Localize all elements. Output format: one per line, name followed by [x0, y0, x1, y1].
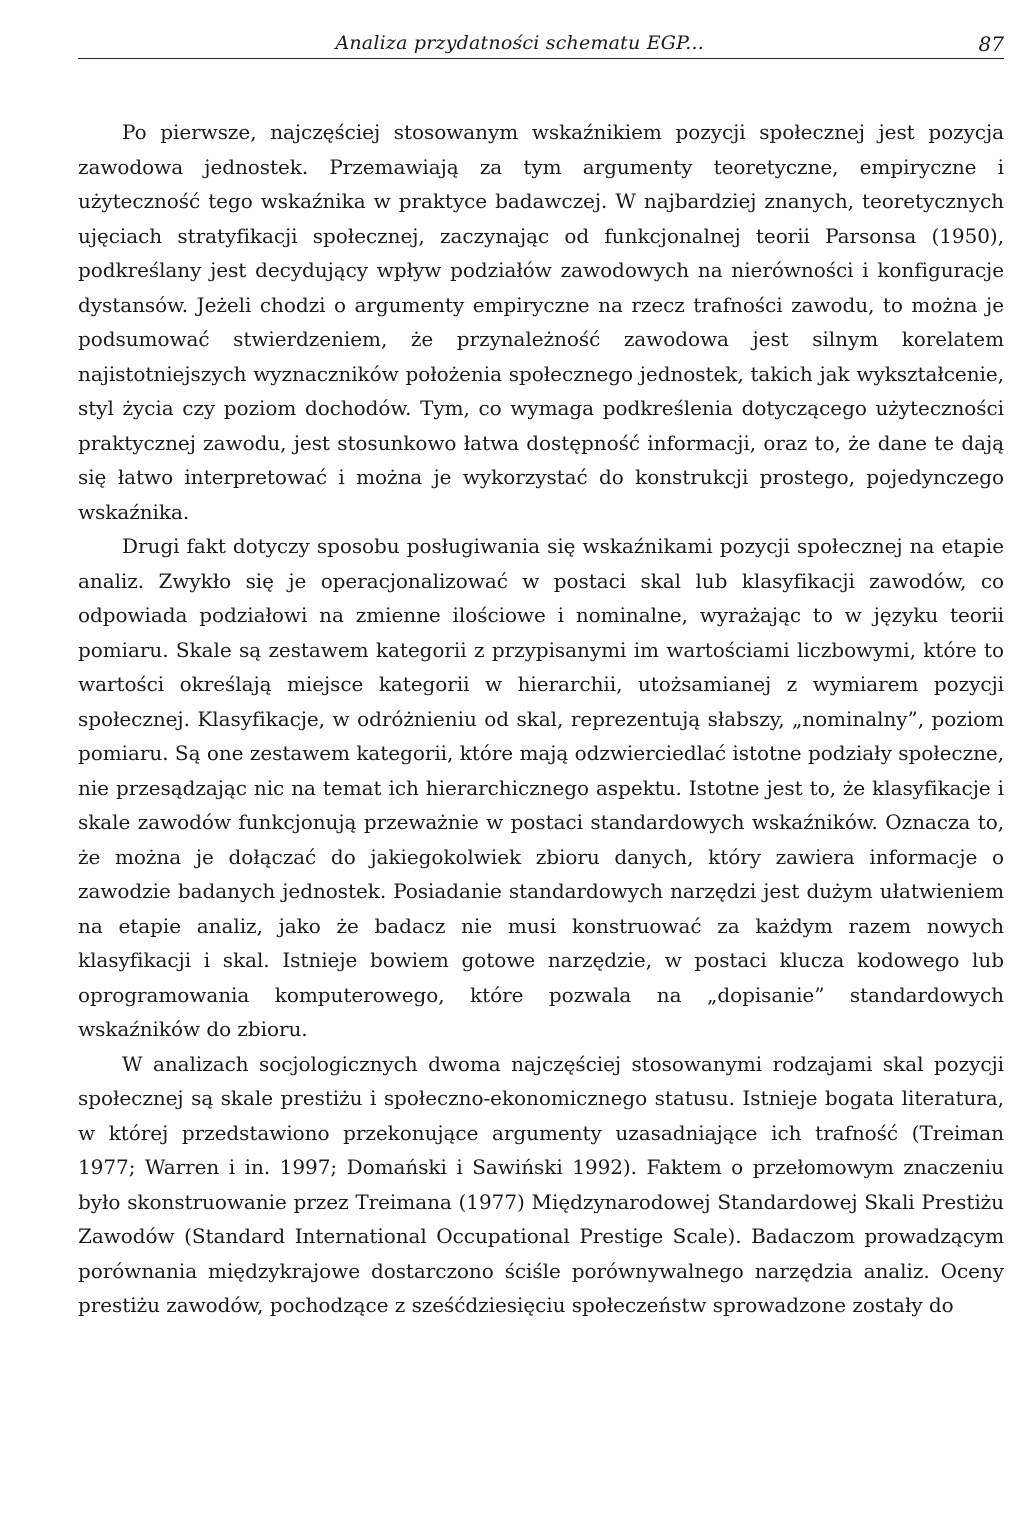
paragraph-2: Drugi fakt dotyczy sposobu posługiwania się wskaźnikami pozycji społecznej na etapie analiz. Zwykło się je operacjonalizować w postaci skal lub klasyfikacji zawodów, co odpowiada podziałowi na zmienne ilościowe i nominalne, wyrażając to w języku teorii pomiaru. Skale są zestawem kategorii z przypisanymi im wartościami liczbowymi, które to wartości określają miejsce kategorii w hierarchii, utożsamianej z wymiarem pozycji społecznej. Klasyfikacje, w odróżnieniu od skal, reprezentują słabszy, „nominalny”, poziom pomiaru. Są one zestawem kategorii, które mają odzwierciedlać istotne podziały społeczne, nie przesądzając nic na temat ich hierarchicznego aspektu. Istotne jest to, że klasyfikacje i skale zawodów funkcjonują przeważnie w postaci standardowych wskaźników. Oznacza to, że można je dołączać do jakiegokolwiek zbioru danych, który zawiera informacje o zawodzie badanych jednostek. Posiadanie standardowych narzędzi jest dużym ułatwieniem na etapie analiz, jako że badacz nie musi konstruować za każdym razem nowych klasyfikacji i skal. Istnieje bowiem gotowe narzędzie, w postaci klucza kodowego lub oprogramowania komputerowego, które pozwala na „dopisanie” standardowych wskaźników do zbioru. [78, 534, 1004, 1041]
book-page [78, 14, 1004, 1323]
page-number: 87 [978, 32, 1004, 56]
body-text [78, 115, 1004, 1323]
running-header [78, 14, 1004, 59]
running-header-title: Analiza przydatności schematu EGP... [335, 32, 704, 54]
paragraph-1: Po pierwsze, najczęściej stosowanym wskaźnikiem pozycji społecznej jest pozycja zawodowa jednostek. Przemawiają za tym argumenty teoretyczne, empiryczne i użyteczność tego wskaźnika w praktyce badawczej. W najbardziej znanych, teoretycznych ujęciach stratyfikacji społecznej, zaczynając od funkcjonalnej teorii Parsonsa (1950), podkreślany jest decydujący wpływ podziałów zawodowych na nierówności i konfiguracje dystansów. Jeżeli chodzi o argumenty empiryczne na rzecz trafności zawodu, to można je podsumować stwierdzeniem, że przynależność zawodowa jest silnym korelatem najistotniejszych wyznaczników położenia społecznego jednostek, takich jak wykształcenie, styl życia czy poziom dochodów. Tym, co wymaga podkreślenia dotyczącego użyteczności praktycznej zawodu, jest stosunkowo łatwa dostępność informacji, oraz to, że dane te dają się łatwo interpretować i można je wykorzystać do konstrukcji prostego, pojedynczego wskaźnika. [78, 120, 1004, 524]
paragraph-3: W analizach socjologicznych dwoma najczęściej stosowanymi rodzajami skal pozycji społecznej są skale prestiżu i społeczno-ekonomicznego statusu. Istnieje bogata literatura, w której przedstawiono przekonujące argumenty uzasadniające ich trafność (Treiman 1977; Warren i in. 1997; Domański i Sawiński 1992). Faktem o przełomowym znaczeniu było skonstruowanie przez Treimana (1977) Międzynarodowej Standardowej Skali Prestiżu Zawodów (Standard International Occupational Prestige Scale). Badaczom prowadzącym porównania międzykrajowe dostarczono ściśle porównywalnego narzędzia analiz. Oceny prestiżu zawodów, pochodzące z sześćdziesięciu społeczeństw sprowadzone zostały do [78, 1051, 1004, 1317]
